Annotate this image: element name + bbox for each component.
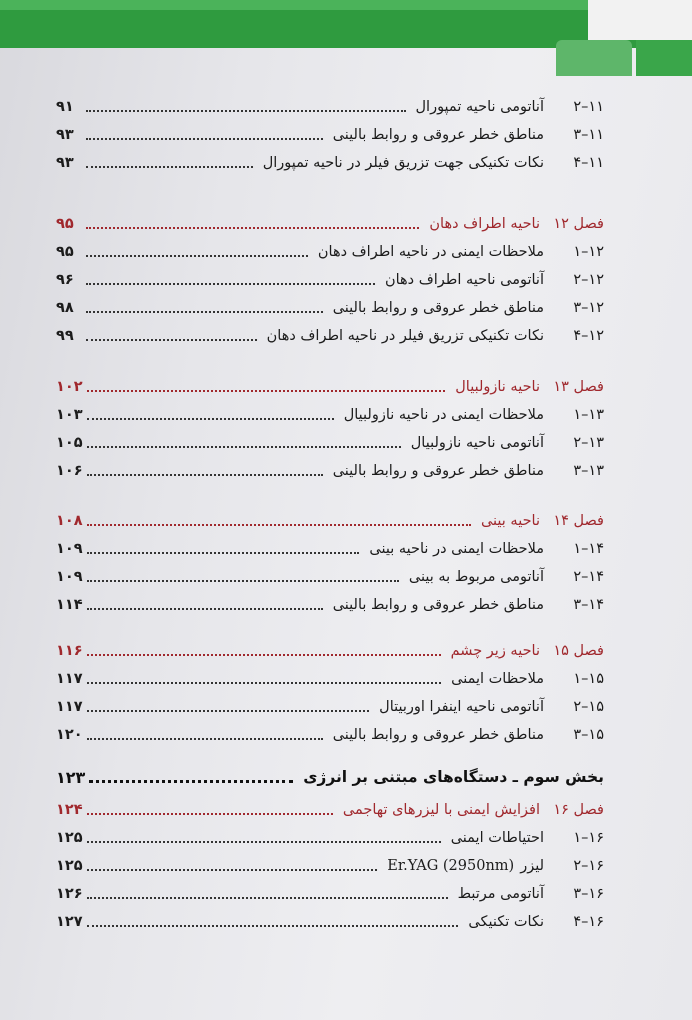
toc-entry[interactable] [56,149,604,177]
section-number: ۱۶–۲ [573,858,604,874]
section-title-latin: Er.YAG (2950nm) [387,858,515,874]
toc-entry[interactable] [56,266,604,294]
page-number: ۱۰۸ [56,513,83,529]
section-title: نکات تکنیکی [468,914,544,930]
toc-entry[interactable] [56,880,604,908]
part-heading[interactable] [56,763,604,791]
chapter-label: فصل ۱۴ [553,513,604,529]
section-title: ملاحظات ایمنی در ناحیه اطراف دهان [317,244,544,260]
dot-leader [86,311,323,313]
section-number: ۱۲–۳ [573,300,604,316]
section-title: مناطق خطر عروقی و روابط بالینی [332,727,544,743]
toc-entry[interactable] [56,852,604,880]
section-title: لیزر [520,858,544,874]
chapter-title: ناحیه بینی [480,513,540,529]
toc-entry[interactable] [56,908,604,936]
section-title: مناطق خطر عروقی و روابط بالینی [332,463,544,479]
section-number: ۱۴–۳ [573,597,604,613]
dot-leader [87,710,370,712]
chapter-heading[interactable] [56,373,604,401]
page-number: ۱۰۲ [56,379,83,395]
chapter-label: فصل ۱۲ [553,216,604,232]
page-number: ۹۳ [56,127,74,143]
section-number: ۱۱–۳ [573,127,604,143]
dot-leader [87,390,446,392]
dot-leader [87,446,401,448]
page-number: ۱۰۹ [56,541,83,557]
toc-entry[interactable] [56,535,604,563]
dot-leader [87,841,441,843]
toc-entry[interactable] [56,693,604,721]
page-number: ۹۸ [56,300,74,316]
dot-leader [86,166,253,168]
dot-leader [87,813,333,815]
section-title: نکات تکنیکی جهت تزریق فیلر در ناحیه تمپورال [262,155,544,171]
chapter-title: ناحیه زیر چشم [450,643,540,659]
page-number: ۱۲۶ [56,886,83,902]
page-number: ۱۲۵ [56,858,83,874]
page-number: ۱۱۷ [56,699,83,715]
page-number: ۱۰۳ [56,407,83,423]
dot-leader [86,138,323,140]
section-number: ۱۲–۱ [573,244,604,260]
chapter-label: فصل ۱۳ [553,379,604,395]
chapter-title: افزایش ایمنی با لیزرهای تهاجمی [342,802,540,818]
section-title: ملاحظات ایمنی در ناحیه نازولبیال [343,407,544,423]
part-title: بخش سوم ـ دستگاه‌های مبتنی بر انرژی [303,768,604,786]
section-number: ۱۶–۳ [573,886,604,902]
toc-entry[interactable] [56,93,604,121]
section-number: ۱۶–۱ [573,830,604,846]
section-number: ۱۴–۲ [573,569,604,585]
page-number: ۹۶ [56,272,74,288]
chapter-heading[interactable] [56,210,604,238]
section-number: ۱۵–۱ [573,671,604,687]
section-number: ۱۳–۳ [573,463,604,479]
toc-entry[interactable] [56,721,604,749]
page-number: ۱۰۹ [56,569,83,585]
section-number: ۱۲–۲ [573,272,604,288]
page-number: ۱۱۶ [56,643,83,659]
section-number: ۱۲–۴ [573,328,604,344]
section-title: ملاحظات ایمنی [451,671,544,687]
section-number: ۱۴–۱ [573,541,604,557]
page-number: ۱۰۵ [56,435,83,451]
dot-leader [87,608,323,610]
section-title: ملاحظات ایمنی در ناحیه بینی [369,541,544,557]
dot-leader [87,654,441,656]
section-title: آناتومی مرتبط [457,886,544,902]
page-number: ۱۱۴ [56,597,83,613]
dot-leader [87,552,360,554]
dot-leader [87,474,323,476]
toc-entry[interactable] [56,665,604,693]
dot-leader [87,580,399,582]
section-number: ۱۳–۲ [573,435,604,451]
page-number: ۹۹ [56,328,74,344]
dot-leader [87,682,442,684]
section-number: ۱۵–۳ [573,727,604,743]
toc-entry[interactable] [56,429,604,457]
page-number: ۱۲۴ [56,802,83,818]
dot-leader [87,738,323,740]
page-number: ۱۲۰ [56,727,83,743]
chapter-label: فصل ۱۶ [553,802,604,818]
toc-entry[interactable] [56,294,604,322]
section-title: مناطق خطر عروقی و روابط بالینی [332,597,544,613]
section-number: ۱۱–۴ [573,155,604,171]
section-title: آناتومی مربوط به بینی [408,569,544,585]
dot-leader [86,339,257,341]
section-number: ۱۳–۱ [573,407,604,423]
toc-entry[interactable] [56,591,604,619]
page-number: ۱۰۶ [56,463,83,479]
toc-entry[interactable] [56,457,604,485]
page-number: ۱۲۷ [56,914,83,930]
page-number: ۱۱۷ [56,671,83,687]
dot-leader [87,869,378,871]
dot-leader [87,524,471,526]
chapter-heading[interactable] [56,507,604,535]
chapter-title: ناحیه نازولبیال [455,379,540,395]
section-title: مناطق خطر عروقی و روابط بالینی [332,127,544,143]
toc-entry[interactable] [56,401,604,429]
header-white-tab [588,0,692,40]
dot-leader [86,255,308,257]
dot-leader [86,227,419,229]
section-title: مناطق خطر عروقی و روابط بالینی [332,300,544,316]
dot-leader [89,780,293,783]
toc-entry[interactable] [56,824,604,852]
section-title: آناتومی ناحیه نازولبیال [410,435,544,451]
toc-entry[interactable] [56,238,604,266]
toc-entry[interactable] [56,322,604,350]
chapter-heading[interactable] [56,637,604,665]
chapter-label: فصل ۱۵ [553,643,604,659]
toc-entry[interactable] [56,563,604,591]
dot-leader [86,110,406,112]
chapter-heading[interactable] [56,796,604,824]
page-number: ۱۲۳ [56,767,86,787]
toc-entry[interactable] [56,121,604,149]
section-title: آناتومی ناحیه اینفرا اوربیتال [379,699,544,715]
section-title: نکات تکنیکی تزریق فیلر در ناحیه اطراف دهان [266,328,544,344]
dot-leader [86,283,375,285]
section-title: آناتومی ناحیه تمپورال [415,99,544,115]
section-title: آناتومی ناحیه اطراف دهان [384,272,544,288]
chapter-title: ناحیه اطراف دهان [429,216,540,232]
section-number: ۱۶–۴ [573,914,604,930]
section-number: ۱۱–۲ [573,99,604,115]
dot-leader [87,418,334,420]
page-number: ۹۵ [56,244,74,260]
dot-leader [87,925,459,927]
section-number: ۱۵–۲ [573,699,604,715]
toc-page [0,48,692,1020]
dot-leader [87,897,448,899]
page-number: ۹۱ [56,99,74,115]
page-number: ۹۵ [56,216,74,232]
page-number: ۹۳ [56,155,74,171]
page-number: ۱۲۵ [56,830,83,846]
section-title: احتیاطات ایمنی [450,830,544,846]
